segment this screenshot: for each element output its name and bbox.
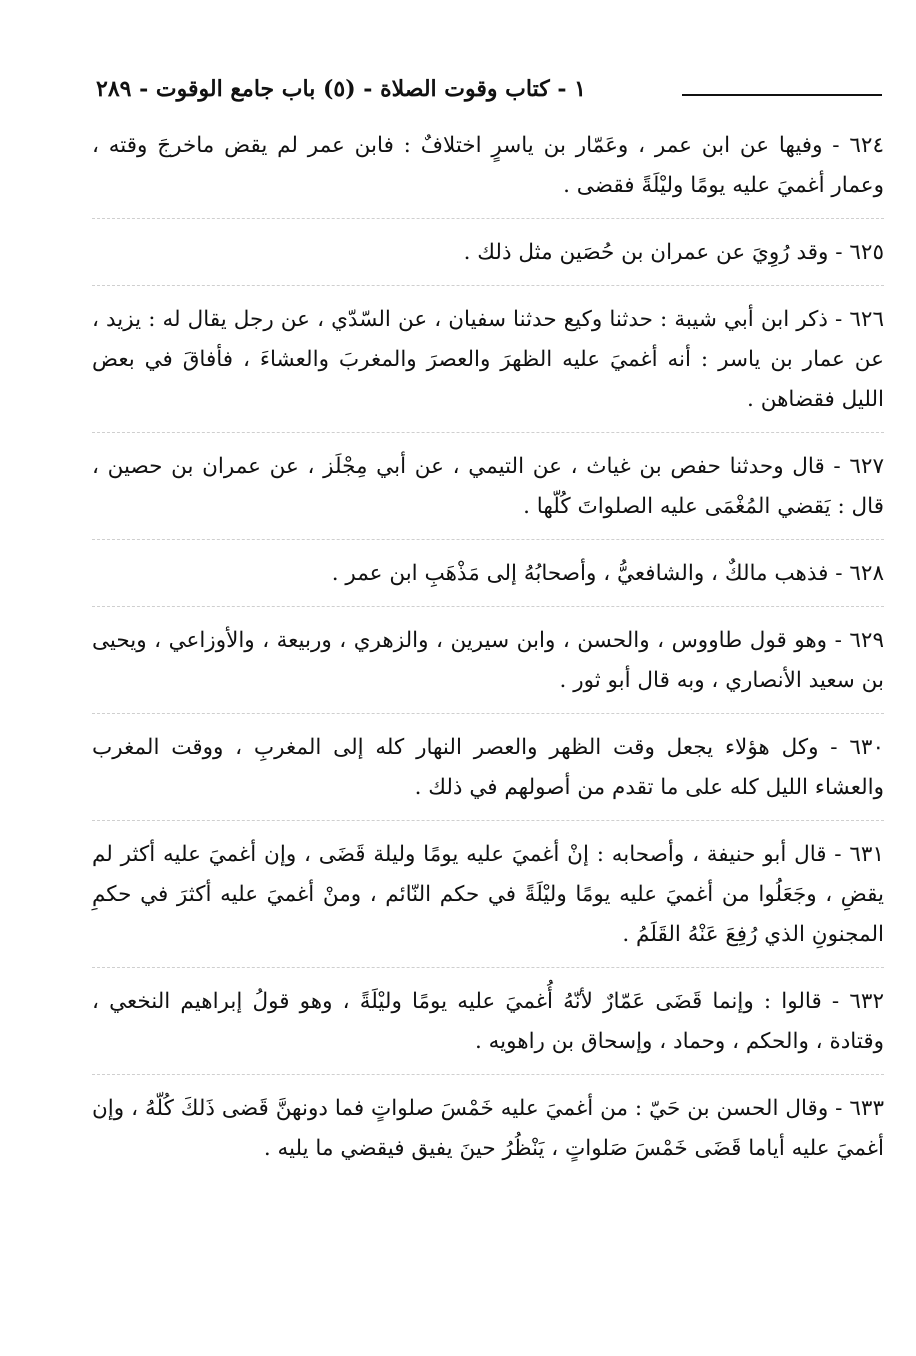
paragraph-625: ٦٢٥ - وقد رُوِيَ عن عمران بن حُصَين مثل ذلك .: [92, 233, 884, 286]
running-title: ١ - كتاب وقوت الصلاة - (٥) باب جامع الوقوت - ٢٨٩: [96, 76, 586, 102]
paragraph-626: ٦٢٦ - ذكر ابن أبي شيبة : حدثنا وكيع حدثنا سفيان ، عن السّدّي ، عن رجل يقال له : يزيد ، عن عمار بن ياسر : أنه أغميَ عليه الظهرَ والعصرَ والمغربَ والعشاءَ ، فأفاقَ في بعض الليل فقضاهن .: [92, 300, 884, 433]
paragraph-628: ٦٢٨ - فذهب مالكٌ ، والشافعيُّ ، وأصحابُهُ إلى مَذْهَبِ ابن عمر .: [92, 554, 884, 607]
paragraph-631: ٦٣١ - قال أبو حنيفة ، وأصحابه : إنْ أغميَ عليه يومًا وليلة قَضَى ، وإن أغميَ عليه أكثر لم يقضِ ، وجَعَلُوا من أغميَ عليه يومًا وليْلَةً في حكم النّائم ، ومنْ أغميَ عليه أكثرَ في حكمِ المجنونِ الذي رُفِعَ عَنْهُ القَلَمُ .: [92, 835, 884, 968]
running-header: [96, 72, 882, 112]
paragraph-629: ٦٢٩ - وهو قول طاووس ، والحسن ، وابن سيرين ، والزهري ، وربيعة ، والأوزاعي ، ويحيى بن سعيد الأنصاري ، وبه قال أبو ثور .: [92, 621, 884, 714]
paragraph-630: ٦٣٠ - وكل هؤلاء يجعل وقت الظهر والعصر النهار كله إلى المغربِ ، ووقت المغرب والعشاء الليل كله على ما تقدم من أصولهم في ذلك .: [92, 728, 884, 821]
paragraph-632: ٦٣٢ - قالوا : وإنما قَضَى عَمّارٌ لأنّهُ أُغميَ عليه يومًا وليْلَةً ، وهو قولُ إبراهيم النخعي ، وقتادة ، والحكم ، وحماد ، وإسحاق بن راهويه .: [92, 982, 884, 1075]
paragraph-633: ٦٣٣ - وقال الحسن بن حَيّ : من أغميَ عليه خَمْسَ صلواتٍ فما دونهنَّ قَضى ذَلكَ كُلّهُ ، وإن أغميَ عليه أياما قَضَى خَمْسَ صَلواتٍ ، يَنْظُرُ حينَ يفيق فيقضي ما يليه .: [92, 1096, 884, 1161]
page-body: [92, 126, 884, 1195]
header-rule: [682, 94, 882, 96]
paragraph-624: ٦٢٤ - وفيها عن ابن عمر ، وعَمّار بن ياسرٍ اختلافٌ : فابن عمر لم يقض ماخرجَ وقته ، وعمار أغميَ عليه يومًا وليْلَةً فقضى .: [92, 126, 884, 219]
paragraph-627: ٦٢٧ - قال وحدثنا حفص بن غياث ، عن التيمي ، عن أبي مِجْلَز ، عن عمران بن حصين ، قال : يَقضي المُغْمَى عليه الصلواتَ كُلّها .: [92, 447, 884, 540]
